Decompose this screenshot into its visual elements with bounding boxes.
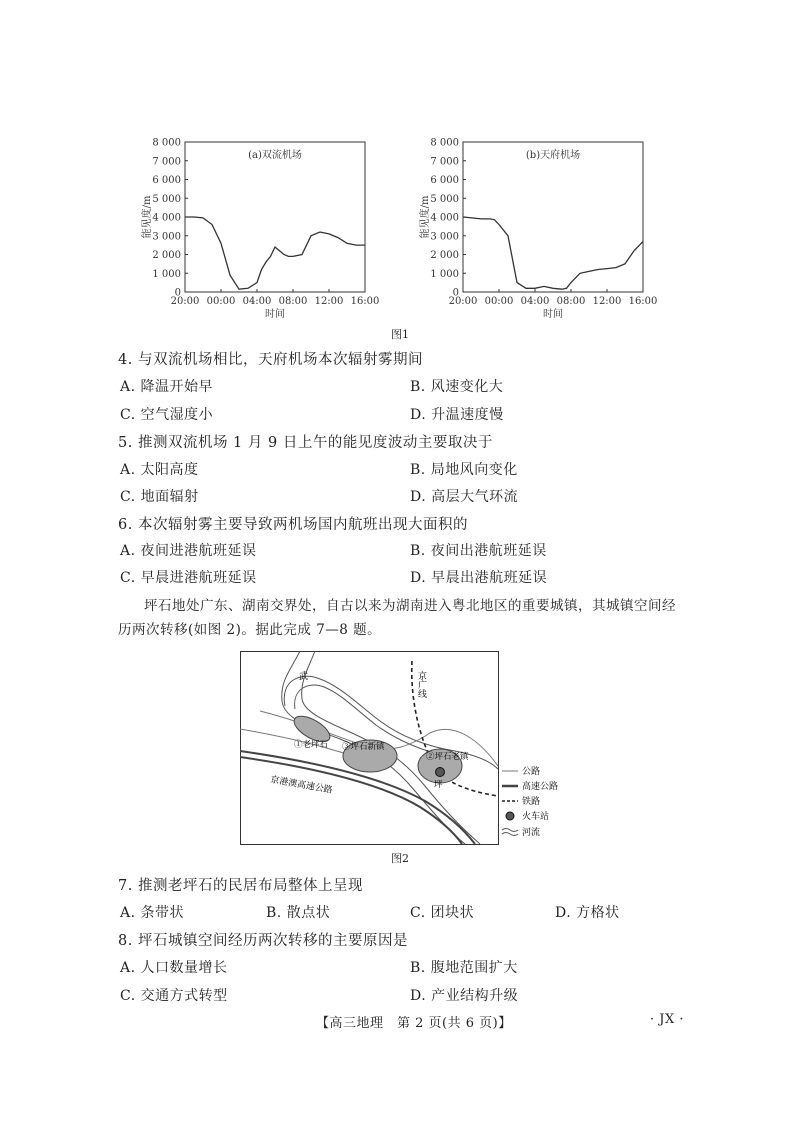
question-4-option-b[interactable]: B. 风速变化大 [410,379,504,395]
chart-shuangliu-svg [130,130,380,330]
legend-river-symbol [502,829,518,836]
x-tick-label: 00:00 [484,296,514,307]
y-tick-label: 7 000 [152,156,181,168]
footer-code: · JX · [650,1012,684,1027]
visibility-series-line [463,217,643,289]
y-tick-label: 5 000 [430,193,459,205]
label-railway: 京广线 [416,671,426,698]
chart-title: (a)双流机场 [248,150,302,161]
question-5-option-d[interactable]: D. 高层大气环流 [410,489,519,505]
label-new: ③坪石新镇 [342,742,385,752]
question-4-stem: 4. 与双流机场相比，天府机场本次辐射雾期间 [118,352,423,368]
label-station: 坪 [434,780,443,790]
legend-station-symbol [506,812,514,820]
label-station-town: ②坪石老镇 [426,752,469,762]
question-5-option-c[interactable]: C. 地面辐射 [120,489,199,505]
question-8-option-a[interactable]: A. 人口数量增长 [120,960,228,976]
chart-tianfu [408,130,670,330]
question-7-option-a[interactable]: A. 条带状 [120,905,185,921]
legend-river: 河流 [522,828,541,838]
passage: 坪石地处广东、湖南交界处，自古以来为湖南进入粤北地区的重要城镇，其城镇空间经历两次转移(如图 2)。据此完成 7—8 题。 [118,598,676,638]
train-station-marker [436,768,445,777]
y-tick-label: 1 000 [430,268,459,280]
x-tick-label: 16:00 [628,296,658,307]
question-6-option-b[interactable]: B. 夜间出港航班延误 [410,543,547,559]
x-tick-label: 16:00 [350,296,380,307]
plot-frame [463,142,643,292]
question-5-option-a[interactable]: A. 太阳高度 [120,462,199,478]
y-axis-label: 能见度/m [420,195,431,239]
y-tick-label: 1 000 [152,268,181,280]
question-6-option-a[interactable]: A. 夜间进港航班延误 [120,543,257,559]
y-tick-label: 6 000 [430,175,459,186]
y-tick-label: 8 000 [430,137,459,149]
question-8-option-c[interactable]: C. 交通方式转型 [120,988,228,1004]
question-6-option-d[interactable]: D. 早晨出港航班延误 [410,570,548,586]
x-tick-label: 08:00 [278,296,308,307]
legend-railway: 铁路 [522,797,541,807]
y-tick-label: 0 [452,287,459,299]
label-highway: 京港澳高速公路 [269,775,334,796]
x-tick-label: 00:00 [206,296,236,307]
figure1-caption: 图1 [391,328,409,341]
y-tick-label: 4 000 [430,212,459,224]
question-7-stem: 7. 推测老坪石的民居布局整体上呈现 [118,878,363,894]
question-4-option-c[interactable]: C. 空气湿度小 [120,407,214,423]
chart-title: (b)天府机场 [525,150,581,161]
y-axis-label: 能见度/m [142,195,153,239]
x-tick-label: 04:00 [242,296,272,307]
question-6-option-c[interactable]: C. 早晨进港航班延误 [120,570,257,586]
x-tick-label: 12:00 [592,296,622,307]
y-tick-label: 8 000 [152,137,181,149]
label-river: 武 [299,672,309,682]
y-tick-label: 5 000 [152,193,181,205]
y-tick-label: 7 000 [430,156,459,168]
legend-station: 火车站 [522,812,550,822]
visibility-series-line [185,217,365,289]
x-axis-label: 时间 [543,309,563,320]
y-tick-label: 4 000 [152,212,181,224]
y-tick-label: 3 000 [430,231,459,243]
chart-shuangliu [130,130,380,330]
x-tick-label: 08:00 [556,296,586,307]
figure2-map [240,651,580,855]
y-tick-label: 0 [174,287,181,299]
legend-highway: 高速公路 [522,782,559,792]
legend-road: 公路 [522,767,541,777]
plot-frame [185,142,365,292]
footer-page-info: 【高三地理 第 2 页(共 6 页)】 [316,1016,512,1031]
question-4-option-a[interactable]: A. 降温开始早 [120,379,214,395]
x-tick-label: 20:00 [448,296,478,307]
figure2-caption: 图2 [391,852,409,865]
x-tick-label: 12:00 [314,296,344,307]
question-7-option-c[interactable]: C. 团块状 [410,905,475,921]
question-7-option-d[interactable]: D. 方格状 [555,905,620,921]
question-8-stem: 8. 坪石城镇空间经历两次转移的主要原因是 [118,933,408,949]
y-tick-label: 2 000 [152,250,181,261]
question-8-option-b[interactable]: B. 腹地范围扩大 [410,960,518,976]
x-tick-label: 04:00 [520,296,550,307]
chart-tianfu-svg [408,130,670,330]
question-5-option-b[interactable]: B. 局地风向变化 [410,462,518,478]
x-axis-label: 时间 [265,309,285,320]
question-8-option-d[interactable]: D. 产业结构升级 [410,988,519,1004]
label-old: ①老坪石 [294,740,329,750]
question-7-option-b[interactable]: B. 散点状 [266,905,331,921]
question-5-stem: 5. 推测双流机场 1 月 9 日上午的能见度波动主要取决于 [118,435,493,451]
y-tick-label: 3 000 [152,231,181,243]
y-tick-label: 2 000 [430,250,459,261]
x-tick-label: 20:00 [170,296,200,307]
y-tick-label: 6 000 [152,175,181,186]
map-legend [502,765,558,838]
map-svg [240,651,580,851]
question-6-stem: 6. 本次辐射雾主要导致两机场国内航班出现大面积的 [118,517,468,533]
question-4-option-d[interactable]: D. 升温速度慢 [410,407,504,423]
